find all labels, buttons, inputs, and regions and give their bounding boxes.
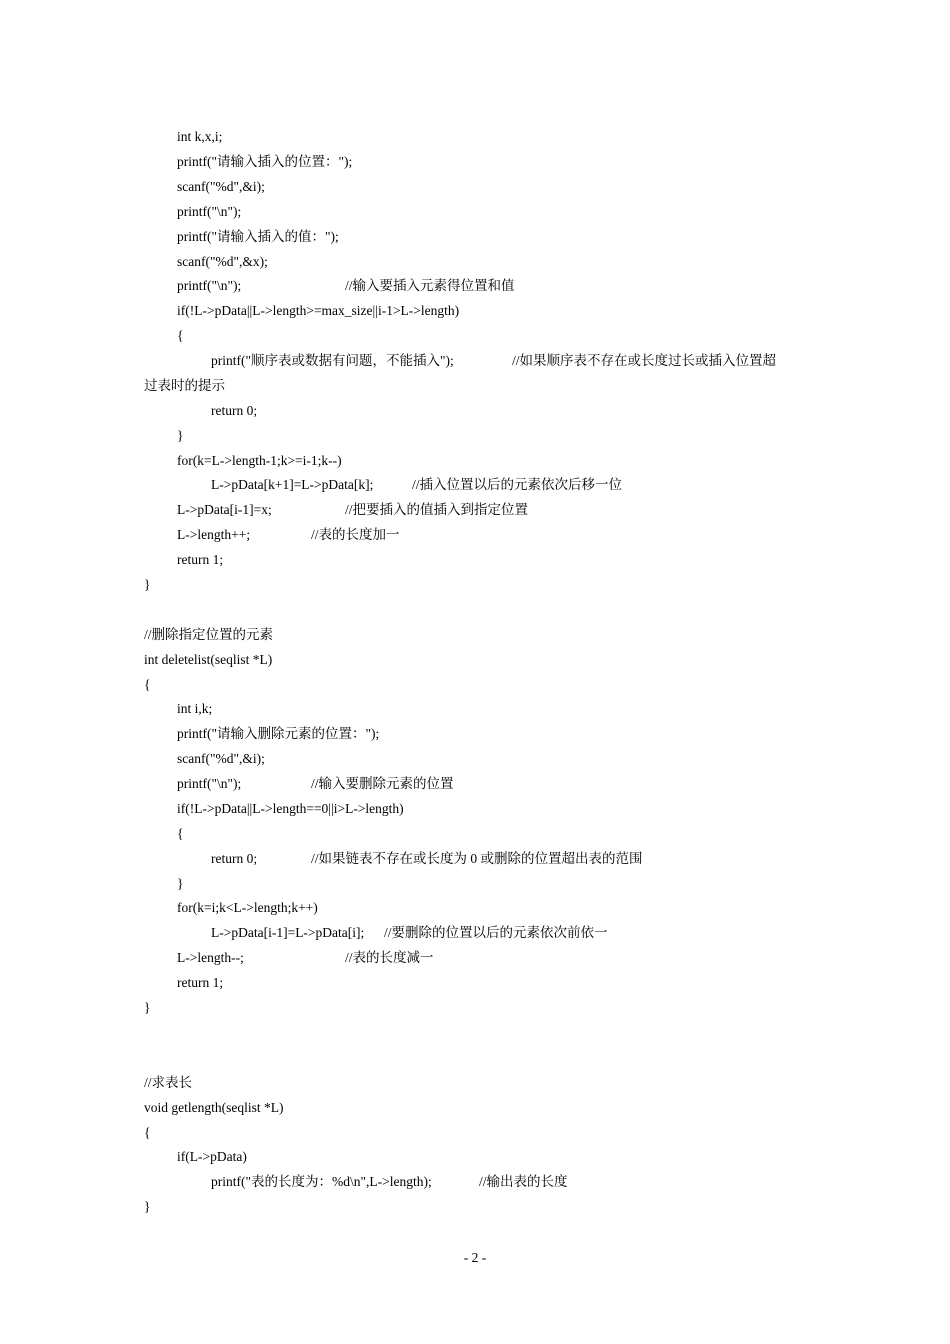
code-line: int deletelist(seqlist *L)	[144, 652, 273, 667]
code-line: L->length--;	[177, 950, 244, 965]
code-comment: //要删除的位置以后的元素依次前依一	[384, 925, 608, 940]
code-comment: //如果顺序表不存在或长度过长或插入位置超	[512, 353, 777, 368]
code-line: printf("顺序表或数据有问题，不能插入");	[211, 353, 454, 368]
code-comment: //表的长度减一	[345, 950, 434, 965]
code-line: if(!L->pData||L->length>=max_size||i-1>L->length)	[177, 303, 460, 318]
code-line: {	[144, 677, 151, 692]
code-line: int k,x,i;	[177, 129, 223, 144]
code-line: return 1;	[177, 552, 224, 567]
code-comment: //输入要插入元素得位置和值	[345, 278, 515, 293]
code-line: {	[177, 328, 184, 343]
code-line: int i,k;	[177, 701, 213, 716]
code-line: printf("请输入插入的位置：");	[177, 154, 353, 169]
code-line: return 0;	[211, 403, 258, 418]
code-comment: //把要插入的值插入到指定位置	[345, 502, 529, 517]
code-line: //求表长	[144, 1075, 193, 1090]
code-line: {	[177, 826, 184, 841]
code-line: for(k=L->length-1;k>=i-1;k--)	[177, 453, 342, 468]
code-line: L->pData[i-1]=x;	[177, 502, 272, 517]
code-line: //删除指定位置的元素	[144, 627, 274, 642]
code-line: }	[144, 1199, 151, 1214]
code-line: return 1;	[177, 975, 224, 990]
code-line: scanf("%d",&i);	[177, 179, 265, 194]
code-comment: //表的长度加一	[311, 527, 400, 542]
code-line: L->pData[k+1]=L->pData[k];	[211, 477, 374, 492]
code-line: L->pData[i-1]=L->pData[i];	[211, 925, 365, 940]
code-line: printf("请输入删除元素的位置：");	[177, 726, 380, 741]
code-line: printf("\n");	[177, 776, 242, 791]
code-line: printf("\n");	[177, 278, 242, 293]
code-line: if(!L->pData||L->length==0||i>L->length)	[177, 801, 404, 816]
code-line: }	[177, 428, 184, 443]
code-line: void getlength(seqlist *L)	[144, 1100, 284, 1115]
code-line: for(k=i;k<L->length;k++)	[177, 900, 318, 915]
code-comment: //如果链表不存在或长度为 0 或删除的位置超出表的范围	[311, 851, 643, 866]
page-number: - 2 -	[463, 1250, 487, 1265]
code-line: printf("请输入插入的值：");	[177, 229, 339, 244]
code-line: printf("\n");	[177, 204, 242, 219]
code-line: scanf("%d",&x);	[177, 254, 268, 269]
code-line: 过表时的提示	[144, 378, 225, 393]
code-comment: //插入位置以后的元素依次后移一位	[412, 477, 623, 492]
code-line: if(L->pData)	[177, 1149, 247, 1164]
code-line: return 0;	[211, 851, 258, 866]
code-comment: //输入要删除元素的位置	[311, 776, 454, 791]
code-line: L->length++;	[177, 527, 251, 542]
code-line: }	[144, 577, 151, 592]
code-line: printf("表的长度为：%d\n",L->length);	[211, 1174, 432, 1189]
code-line: scanf("%d",&i);	[177, 751, 265, 766]
code-line: {	[144, 1125, 151, 1140]
code-comment: //输出表的长度	[479, 1174, 568, 1189]
code-line: }	[144, 1000, 151, 1015]
code-line: }	[177, 876, 184, 891]
